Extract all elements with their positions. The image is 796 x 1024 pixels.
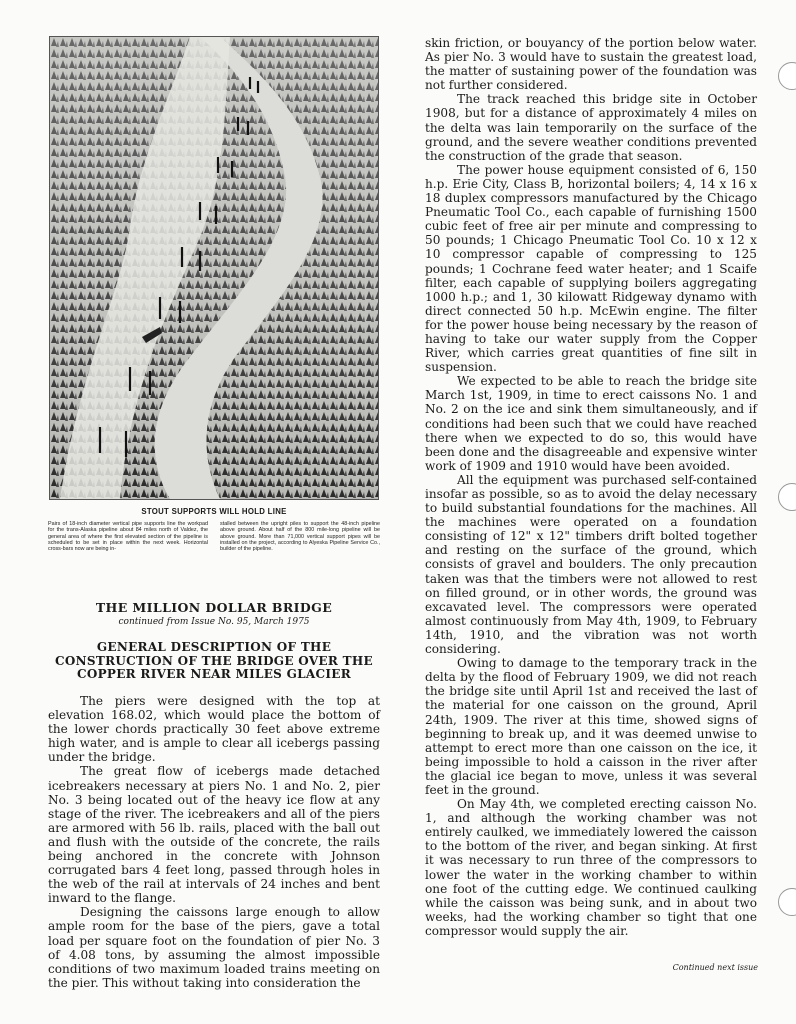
article-subtitle: continued from Issue No. 95, March 1975 (118, 617, 310, 628)
right-paragraph-4: We expected to be able to reach the bridge site March 1st, 1909, in time to erect caissons No. 1 and No. 2 on the ice and sink them simultaneously, and if conditions had been such that we could have reached there when we expected to do so, this would have been done and the disagreeable and expensive winter work of 1909 and 1910 would have been avoided. (425, 374, 757, 473)
pipeline-photo-image (50, 37, 378, 499)
article-heading: GENERAL DESCRIPTION OF THE CONSTRUCTION OF THE BRIDGE OVER THE COPPER RIVER NEAR MILES GLACIER (55, 640, 373, 682)
binder-hole-top (778, 62, 796, 90)
photo-caption-right: stalled between the upright piles to support the 48-inch pipeline above ground. About half of the 800 mile-long pipeline will be above ground. More than 71,000 vertical support pipes will be installed on the project, according to Alyeska Pipeline Service Co., builder of the pipeline. (220, 521, 380, 553)
article-title: THE MILLION DOLLAR BRIDGE (95, 600, 333, 616)
photo-caption-left: Pairs of 18-inch diameter vertical pipe supports line the workpad for the trans-Alaska pipeline about 84 miles north of Valdez, the general area of where the first elevated section of the pipeline is scheduled to be set in place within the next week. Horizontal cross-bars now are being in- (48, 521, 208, 553)
left-paragraph-1: The piers were designed with the top at elevation 168.02, which would place the bottom of the lower chords practically 30 feet above extreme high water, and is ample to clear all icebergs passing under the bridge. (48, 693, 380, 765)
left-paragraph-3: Designing the caissons large enough to allow ample room for the base of the piers, gave a total load per square foot on the foundation of pier No. 3 of 4.08 tons, by assuming the almost impossible conditions of two maximum loaded trains meeting on the pier. This without taking into consideration the (48, 905, 380, 990)
photo-caption (48, 521, 380, 552)
left-paragraph-2: The great flow of icebergs made detached icebreakers necessary at piers No. 1 and No. 2, pier No. 3 being located out of the heavy ice flow at any stage of the river. The icebreakers and all of the piers are armored with 56 lb. rails, placed with the ball out and flush with the outside of the concrete, the rails being anchored in the concrete with Johnson corrugated bars 4 feet long, passed through holes in the web of the rail at intervals of 24 inches and bent inward to the flange. (48, 764, 380, 906)
continued-note: Continued next issue (672, 963, 758, 972)
right-paragraph-2: The track reached this bridge site in October 1908, but for a distance of approximately 4 miles on the delta was lain temporarily on the surface of the ground, and the severe weather conditions prevented the construction of the grade that season. (425, 92, 757, 163)
right-column (425, 36, 757, 938)
left-column (48, 36, 380, 990)
right-paragraph-1: skin friction, or bouyancy of the portion below water. As pier No. 3 would have to sustain the greatest load, the matter of sustaining power of the foundation was not further considered. (425, 36, 757, 93)
right-paragraph-3: The power house equipment consisted of 6, 150 h.p. Erie City, Class B, horizontal boilers; 4, 14 x 16 x 18 duplex compressors manufactured by the Chicago Pneumatic Tool Co., each capable of furnishing 1500 cubic feet of free air per minute and compressing to 50 pounds; 1 Chicago Pneumatic Tool Co. 10 x 12 x 10 compressor capable of compressing to 125 pounds; 1 Cochrane feed water heater; and 1 Scaife filter, each capable of supplying boilers aggregating 1000 h.p.; and 1, 30 kilowatt Ridgeway dynamo with direct connected 50 h.p. McEwin engine. The filter for the power house being necessary by the reason of having to take our water supply from the Copper River, which carries great quantities of fine silt in suspension. (425, 162, 757, 375)
photo-caption-title: STOUT SUPPORTS WILL HOLD LINE (141, 507, 287, 516)
binder-hole-bottom (778, 888, 796, 916)
pipeline-photo (49, 36, 379, 500)
right-paragraph-7: On May 4th, we completed erecting caisson No. 1, and although the working chamber was not entirely caulked, we immediately lowered the caisson to the bottom of the river, and began sinking. At first it was necessary to run three of the compressors to lower the water in the working chamber to within one foot of the cutting edge. We continued caulking while the caisson was being sunk, and in about two weeks, had the working chamber so tight that one compressor would supply the air. (425, 797, 757, 938)
right-paragraph-5: All the equipment was purchased self-contained insofar as possible, so as to avoid the delay necessary to build substantial foundations for the machines. All the machines were operated on a foundation consisting of 12" x 12" timbers drift bolted together and resting on the surface of the ground, which consists of gravel and boulders. The only precaution taken was that the timbers were not allowed to rest on filled ground, or in other words, the ground was excavated level. The compressors were operated almost continuously from May 4th, 1909, to February 14th, 1910, and the vibration was not worth considering. (425, 472, 757, 657)
right-paragraph-6: Owing to damage to the temporary track in the delta by the flood of February 1909, we did not reach the bridge site until April 1st and received the last of the material for one caisson on the ground, April 24th, 1909. The river at this time, showed signs of beginning to break up, and it was deemed unwise to attempt to erect more than one caisson on the ice, it being impossible to hold a caisson in the river after the glacial ice began to move, unless it was several feet in the ground. (425, 656, 757, 797)
binder-hole-middle (778, 483, 796, 511)
